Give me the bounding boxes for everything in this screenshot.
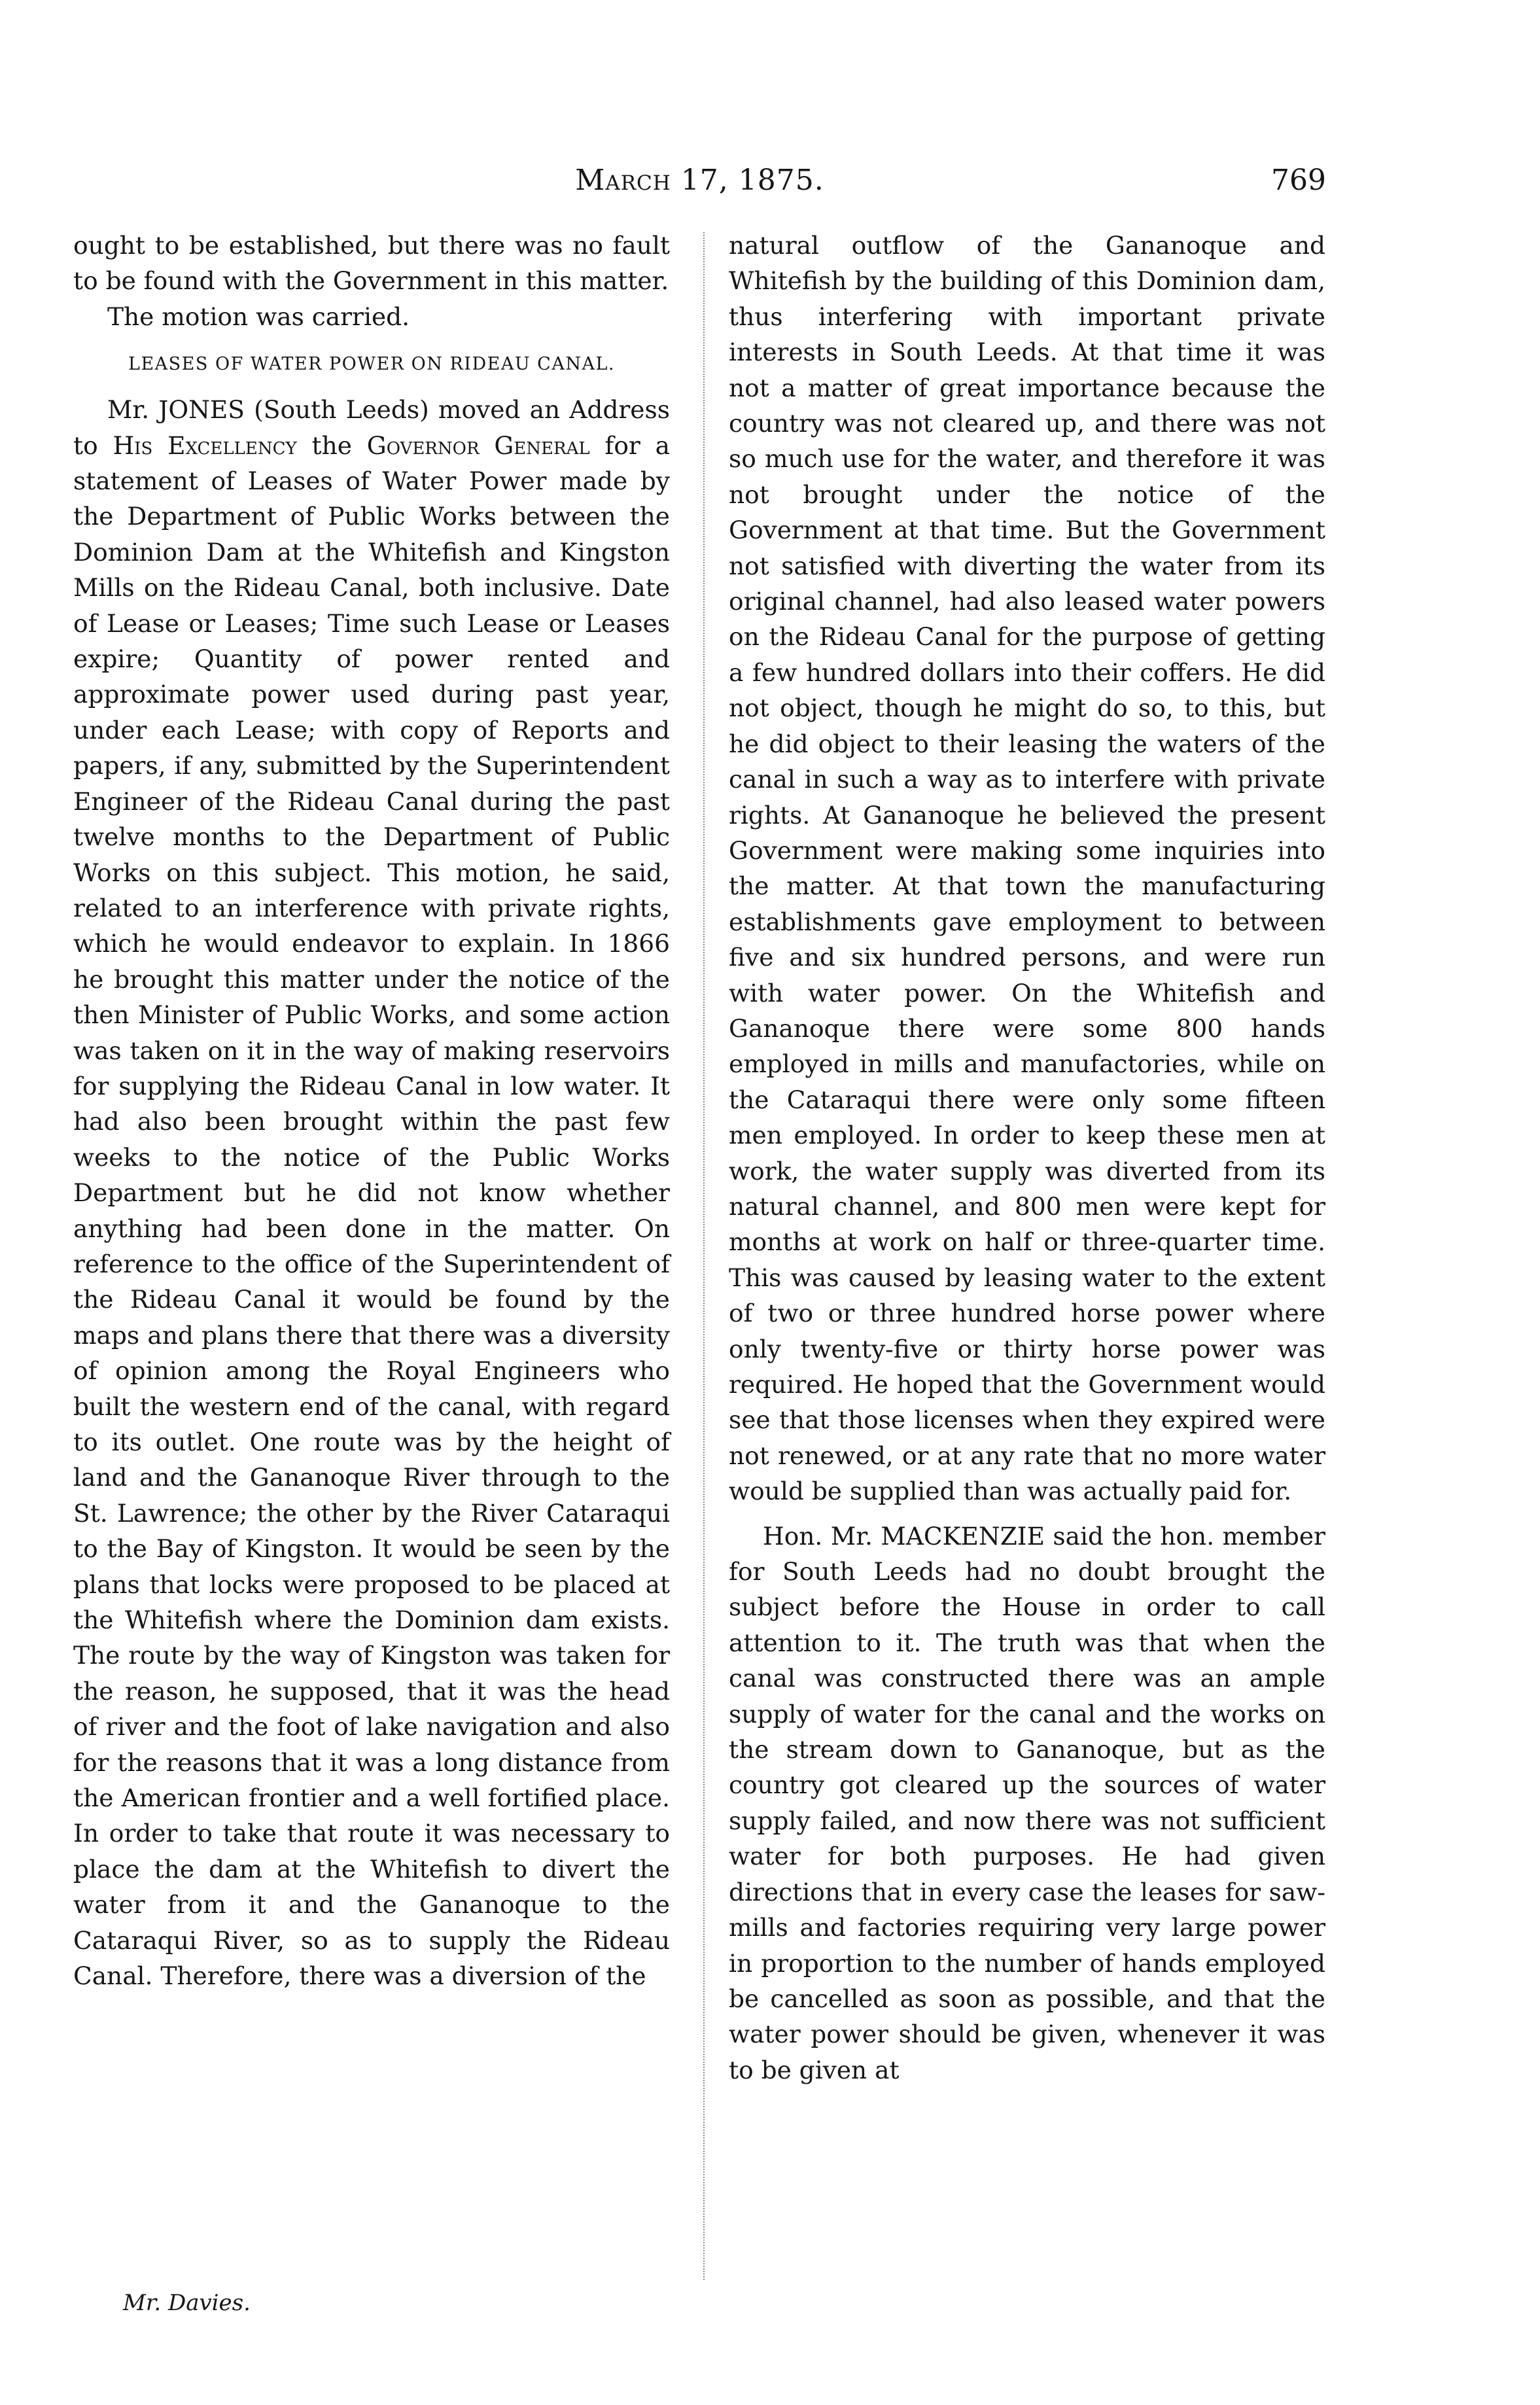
small-caps-excellency: His Excellency bbox=[113, 430, 297, 460]
footer-note: Mr. Davies. bbox=[123, 2290, 251, 2316]
paragraph-motion-carried: The motion was carried. bbox=[107, 302, 410, 331]
page-number: 769 bbox=[1271, 164, 1326, 197]
text-run: the bbox=[296, 430, 367, 460]
paragraph-continuation: ought to be established, but there was no fault to be found with the Government in this matter. bbox=[73, 231, 670, 296]
section-heading: LEASES OF WATER POWER ON RIDEAU CANAL. bbox=[128, 354, 615, 375]
right-column bbox=[729, 228, 1325, 2088]
page-title: March 17, 1875. bbox=[575, 164, 824, 197]
column-divider bbox=[703, 232, 705, 2280]
text-run: Mr. JONES (South Leeds) moved an Address to bbox=[73, 395, 670, 460]
paragraph-mackenzie: Hon. Mr. MACKENZIE said the hon. member for South Leeds had no doubt brought the subject before the House in order to call attention to it. The truth was that when the canal was constructed there was an ample supply of water for the canal and the works on the stream down to Gananoque, but as the country got cleared up the sources of water supply failed, and now there was not sufficient water for both purposes. He had given directions that in every case the leases for saw-mills and factories requiring very large power in proportion to the number of hands employed be cancelled as soon as possible, and that the water power should be given, whenever it was to be given at bbox=[729, 1521, 1325, 2084]
paragraph-continuation-right: natural outflow of the Gananoque and Whitefish by the building of this Dominion dam, thus interfering with important private interests in South Leeds. At that time it was not a matter of great importance because the country was not cleared up, and there was not so much use for the water, and therefore it was not brought under the notice of the Government at that time. But the Government not satisfied with diverting the water from its original channel, had also leased water powers on the Rideau Canal for the purpose of getting a few hundred dollars into their coffers. He did not object, though he might do so, to this, but he did object to their leasing the waters of the canal in such a way as to interfere with private rights. At Gananoque he believed the present Government were making some inquiries into the matter. At that town the manufacturing establishments gave employment to between five and six hundred persons, and were run with water power. On the Whitefish and Gananoque there were some 800 hands employed in mills and manufactories, while on the Cataraqui there were only some fifteen men employed. In order to keep these men at work, the water supply was diverted from its natural channel, and 800 men were kept for months at work on half or three-quarter time. This was caused by leasing water to the extent of two or three hundred horse power where only twenty-five or thirty horse power was required. He hoped that the Government would see that those licenses when they expired were not renewed, or at any rate that no more water would be supplied than was actually paid for. bbox=[729, 231, 1325, 1506]
running-head bbox=[73, 164, 1326, 203]
left-column bbox=[73, 228, 670, 1994]
text-run: for a statement of Leases of Water Power made by the Department of Public Works between the Dominion Dam at the Whitefish and Kingston Mills on the Rideau Canal, both inclusive. Date of Lease or Leases; Time such Lease or Leases expire; Quantity of power rented and approximate power used during past year, under each Lease; with copy of Reports and papers, if any, submitted by the Superintendent Engineer of the Rideau Canal during the past twelve months to the Department of Public Works on this subject. This motion, he said, related to an interference with private rights, which he would endeavor to explain. In 1866 he brought this matter under the notice of the then Minister of Public Works, and some action was taken on it in the way of making reservoirs for supplying the Rideau Canal in low water. It had also been brought within the past few weeks to the notice of the Public Works Department but he did not know whether anything had been done in the matter. On reference to the office of the Superintendent of the Rideau Canal it would be found by the maps and plans there that there was a diversity of opinion among the Royal Engineers who built the western end of the canal, with regard to its outlet. One route was by the height of land and the Gananoque River through to the St. Lawrence; the other by the River Cataraqui to the Bay of Kingston. It would be seen by the plans that locks were proposed to be placed at the Whitefish where the Dominion dam exists. The route by the way of Kingston was taken for the reason, he supposed, that it was the head of river and the foot of lake navigation and also for the reasons that it was a long distance from the American frontier and a well fortified place. In order to take that route it was necessary to place the dam at the Whitefish to divert the water from it and the Gananoque to the Cataraqui River, so as to supply the Rideau Canal. Therefore, there was a diversion of the bbox=[73, 430, 670, 1991]
paragraph-jones-address bbox=[73, 392, 670, 1993]
small-caps-governor-general: Governor General bbox=[366, 430, 590, 460]
